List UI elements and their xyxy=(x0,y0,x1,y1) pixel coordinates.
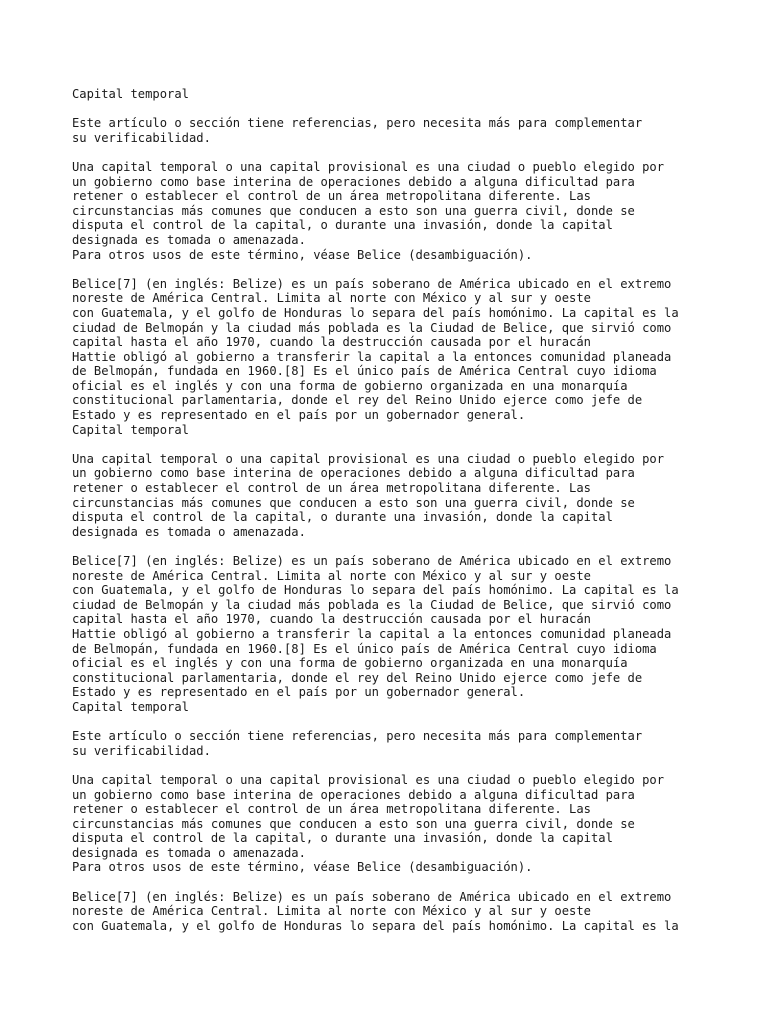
paragraph-spacer xyxy=(72,875,732,890)
text-line: circunstancias más comunes que conducen a esto son una guerra civil, donde se xyxy=(72,816,635,831)
text-line: su verificabilidad. xyxy=(72,743,211,758)
text-paragraph xyxy=(72,890,732,934)
text-line: Una capital temporal o una capital provisional es una ciudad o pueblo elegido por xyxy=(72,772,665,787)
text-line: Una capital temporal o una capital provisional es una ciudad o pueblo elegido por xyxy=(72,451,665,466)
text-line: Una capital temporal o una capital provisional es una ciudad o pueblo elegido por xyxy=(72,159,665,174)
text-line: Para otros usos de este término, véase Belice (desambiguación). xyxy=(72,247,533,262)
text-line: disputa el control de la capital, o durante una invasión, donde la capital xyxy=(72,218,613,233)
text-line: retener o establecer el control de un área metropolitana diferente. Las xyxy=(72,189,591,204)
text-line: con Guatemala, y el golfo de Honduras lo separa del país homónimo. La capital es la xyxy=(72,583,679,598)
text-line: de Belmopán, fundada en 1960.[8] Es el único país de América Central cuyo idioma xyxy=(72,364,657,379)
text-line: Belice[7] (en inglés: Belize) es un país soberano de América ubicado en el extremo xyxy=(72,554,672,568)
text-line: noreste de América Central. Limita al norte con México y al sur y oeste xyxy=(72,568,591,583)
text-line: oficial es el inglés y con una forma de gobierno organizada en una monarquía xyxy=(72,378,628,393)
text-line: retener o establecer el control de un área metropolitana diferente. Las xyxy=(72,481,591,496)
text-line: su verificabilidad. xyxy=(72,130,211,145)
text-line: Capital temporal xyxy=(72,422,189,437)
paragraph-spacer xyxy=(72,145,732,160)
text-line: con Guatemala, y el golfo de Honduras lo separa del país homónimo. La capital es la xyxy=(72,918,679,933)
text-paragraph xyxy=(72,160,732,262)
text-paragraph xyxy=(72,116,732,145)
text-line: Estado y es representado en el país por un gobernador general. xyxy=(72,408,526,423)
paragraph-spacer xyxy=(72,437,732,452)
text-line: noreste de América Central. Limita al norte con México y al sur y oeste xyxy=(72,291,591,306)
text-line: designada es tomada o amenazada. xyxy=(72,524,306,539)
text-line: capital hasta el año 1970, cuando la destrucción causada por el huracán xyxy=(72,612,591,627)
paragraph-spacer xyxy=(72,262,732,277)
text-line: circunstancias más comunes que conducen a esto son una guerra civil, donde se xyxy=(72,203,635,218)
text-line: disputa el control de la capital, o durante una invasión, donde la capital xyxy=(72,510,613,525)
text-paragraph xyxy=(72,452,732,540)
text-line: Capital temporal xyxy=(72,87,189,101)
text-line: retener o establecer el control de un área metropolitana diferente. Las xyxy=(72,802,591,817)
paragraph-spacer xyxy=(72,715,732,730)
text-line: Este artículo o sección tiene referencias, pero necesita más para complementar xyxy=(72,729,643,744)
text-line: Para otros usos de este término, véase Belice (desambiguación). xyxy=(72,860,533,875)
paragraph-spacer xyxy=(72,102,732,117)
text-line: constitucional parlamentaria, donde el rey del Reino Unido ejerce como jefe de xyxy=(72,670,643,685)
text-line: Belice[7] (en inglés: Belize) es un país soberano de América ubicado en el extremo xyxy=(72,889,672,904)
text-line: Hattie obligó al gobierno a transferir la capital a la entonces comunidad planeada xyxy=(72,349,672,364)
text-line: Belice[7] (en inglés: Belize) es un país soberano de América ubicado en el extremo xyxy=(72,276,672,291)
paragraph-spacer xyxy=(72,758,732,773)
document-page xyxy=(72,87,732,933)
paragraph-spacer xyxy=(72,539,732,554)
text-paragraph xyxy=(72,729,732,758)
text-line: con Guatemala, y el golfo de Honduras lo separa del país homónimo. La capital es la xyxy=(72,305,679,320)
text-line: un gobierno como base interina de operaciones debido a alguna dificultad para xyxy=(72,787,635,802)
text-line: un gobierno como base interina de operaciones debido a alguna dificultad para xyxy=(72,466,635,481)
text-line: un gobierno como base interina de operaciones debido a alguna dificultad para xyxy=(72,174,635,189)
text-line: Capital temporal xyxy=(72,699,189,714)
text-line: Hattie obligó al gobierno a transferir la capital a la entonces comunidad planeada xyxy=(72,626,672,641)
text-paragraph xyxy=(72,773,732,875)
text-paragraph xyxy=(72,554,732,715)
text-line: circunstancias más comunes que conducen a esto son una guerra civil, donde se xyxy=(72,495,635,510)
text-line: ciudad de Belmopán y la ciudad más poblada es la Ciudad de Belice, que sirvió como xyxy=(72,320,672,335)
text-line: capital hasta el año 1970, cuando la destrucción causada por el huracán xyxy=(72,335,591,350)
text-line: oficial es el inglés y con una forma de gobierno organizada en una monarquía xyxy=(72,656,628,671)
text-line: designada es tomada o amenazada. xyxy=(72,845,306,860)
text-line: ciudad de Belmopán y la ciudad más poblada es la Ciudad de Belice, que sirvió como xyxy=(72,597,672,612)
text-line: noreste de América Central. Limita al norte con México y al sur y oeste xyxy=(72,904,591,919)
text-line: de Belmopán, fundada en 1960.[8] Es el único país de América Central cuyo idioma xyxy=(72,641,657,656)
text-line: constitucional parlamentaria, donde el rey del Reino Unido ejerce como jefe de xyxy=(72,393,643,408)
text-line: Este artículo o sección tiene referencias, pero necesita más para complementar xyxy=(72,116,643,131)
text-line: disputa el control de la capital, o durante una invasión, donde la capital xyxy=(72,831,613,846)
text-line: designada es tomada o amenazada. xyxy=(72,232,306,247)
text-paragraph xyxy=(72,87,732,102)
text-line: Estado y es representado en el país por un gobernador general. xyxy=(72,685,526,700)
text-paragraph xyxy=(72,277,732,438)
